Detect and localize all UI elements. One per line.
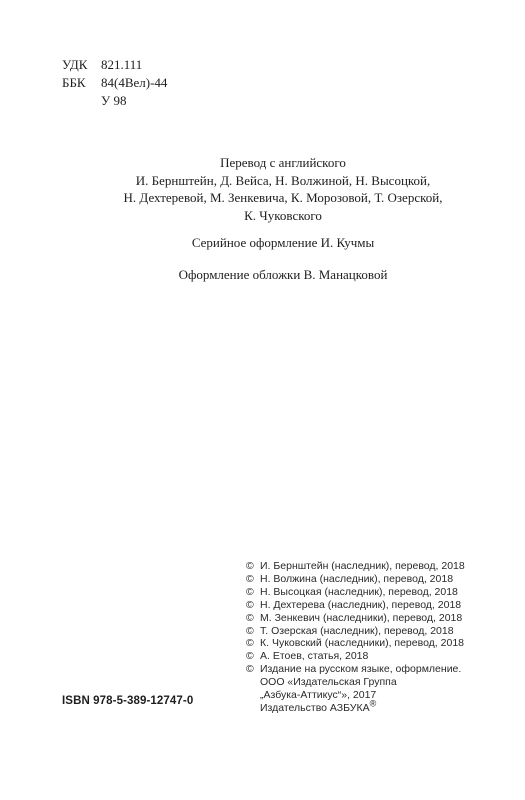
copyright-text: К. Чуковский (наследники), перевод, 2018 [260,637,464,650]
udk-row [62,56,167,74]
copyright-entry [246,650,465,663]
bbk-row [62,74,167,92]
isbn: ISBN 978-5-389-12747-0 [62,695,194,707]
copyright-symbol: © [246,598,254,611]
udk-label: УДК [62,57,88,72]
translators-line-1: И. Бернштейн, Д. Вейса, Н. Волжиной, Н. Высоцкой, [135,172,431,188]
copyright-symbol: © [246,560,254,572]
series-design-credit: Серийное оформление И. Кучмы [191,235,375,250]
copyright-symbol: © [246,650,254,663]
copyright-symbol: © [246,624,254,637]
publisher-line-2: „Азбука-Аттикус“», 2017 [260,689,377,702]
classification-block [62,56,167,110]
copyright-text: Н. Волжина (наследник), перевод, 2018 [260,572,454,585]
copyright-text: Н. Дехтерева (наследник), перевод, 2018 [260,598,462,611]
publisher-line-3 [246,698,465,715]
copyright-symbol: © [246,611,254,624]
copyright-text: Н. Высоцкая (наследник), перевод, 2018 [260,585,458,598]
publisher-line-1: ООО «Издательская Группа [260,676,397,689]
bbk-label: ББК [62,75,86,90]
copyright-entry [246,625,465,638]
copyright-text: И. Бернштейн (наследник), перевод, 2018 [260,560,465,572]
copyright-entry [246,586,465,599]
copyright-text: Т. Озерская (наследник), перевод, 2018 [260,624,454,637]
copyright-text: Издание на русском языке, оформление. [260,663,462,676]
copyright-entry [246,599,465,612]
copyright-text: М. Зенкевич (наследники), перевод, 2018 [260,611,463,624]
copyright-entry [246,612,465,625]
copyright-symbol: © [246,663,254,676]
translators-line-2: Н. Дехтеревой, М. Зенкевича, К. Морозовой, Т. Озерской, [123,190,443,205]
publisher-name: Издательство АЗБУКА [260,701,370,714]
copyright-entry [246,663,465,676]
udk-value: 821.111 [101,57,143,72]
copyright-text: А. Етоев, статья, 2018 [260,650,369,663]
bbk-value: 84(4Вел)-44 [101,75,168,90]
registered-trademark-mark: ® [369,698,377,709]
cover-design-credit: Оформление обложки В. Манацковой [178,267,388,282]
translators-line-3: К. Чуковского [244,207,322,223]
copyright-entry [246,560,465,573]
copyright-entry [246,573,465,586]
copyright-symbol: © [246,585,254,598]
author-mark-row [62,92,167,110]
copyright-symbol: © [246,572,254,585]
copyright-entry [246,637,465,650]
translation-credits [93,154,473,224]
translation-heading: Перевод с английского [220,155,346,170]
author-mark: У 98 [101,93,127,108]
copyright-symbol: © [246,637,254,650]
copyright-notices [246,560,465,715]
